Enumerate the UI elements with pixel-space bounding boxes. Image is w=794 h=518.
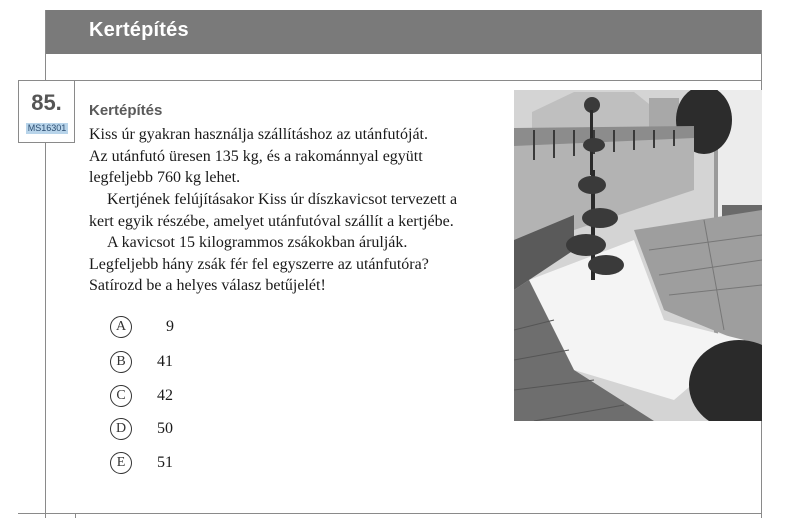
frame-bottom-border [18, 513, 762, 514]
option-value: 50 [157, 420, 173, 437]
text-line: Legfeljebb hány zsák fér fel egyszerre az utánfutóra? [89, 255, 429, 273]
text-line: Kiss úr gyakran használja szállításhoz az utánfutóját. [89, 126, 428, 143]
task-title: Kertépítés [89, 102, 163, 119]
text-line: A kavicsot 15 kilogrammos zsákokban árulják. [107, 234, 408, 251]
option-value: 41 [157, 353, 173, 370]
option-letter-circle[interactable]: D [110, 418, 132, 440]
question-code: MS16301 [27, 123, 67, 133]
option-letter-circle[interactable]: C [110, 385, 132, 407]
text-line: Satírozd be a helyes válasz betűjelét! [89, 277, 326, 294]
paragraph-2 [89, 189, 509, 232]
paragraph-3 [89, 232, 509, 297]
frame-separator [75, 80, 762, 81]
option-letter-circle[interactable]: E [110, 452, 132, 474]
option-value: 9 [166, 318, 174, 335]
option-letter-circle[interactable]: A [110, 316, 132, 338]
text-line: Az utánfutó üresen 135 kg, és a rakománnyal együtt [89, 147, 423, 165]
text-line: kert egyik részébe, amelyet utánfutóval szállít a kertjébe. [89, 212, 454, 230]
text-line: legfeljebb 760 kg lehet. [89, 169, 241, 186]
paragraph-1 [89, 124, 509, 189]
photo-topiary [578, 176, 606, 194]
option-value: 42 [157, 387, 173, 404]
text-line: Kertjének felújításakor Kiss úr díszkavicsot tervezett a [107, 191, 458, 208]
question-number-box [18, 80, 75, 143]
question-number: 85. [31, 90, 62, 115]
header-title: Kertépítés [89, 19, 189, 41]
frame-tick [75, 513, 76, 518]
option-value: 51 [157, 454, 173, 471]
garden-photo [514, 90, 762, 421]
option-letter-circle[interactable]: B [110, 351, 132, 373]
